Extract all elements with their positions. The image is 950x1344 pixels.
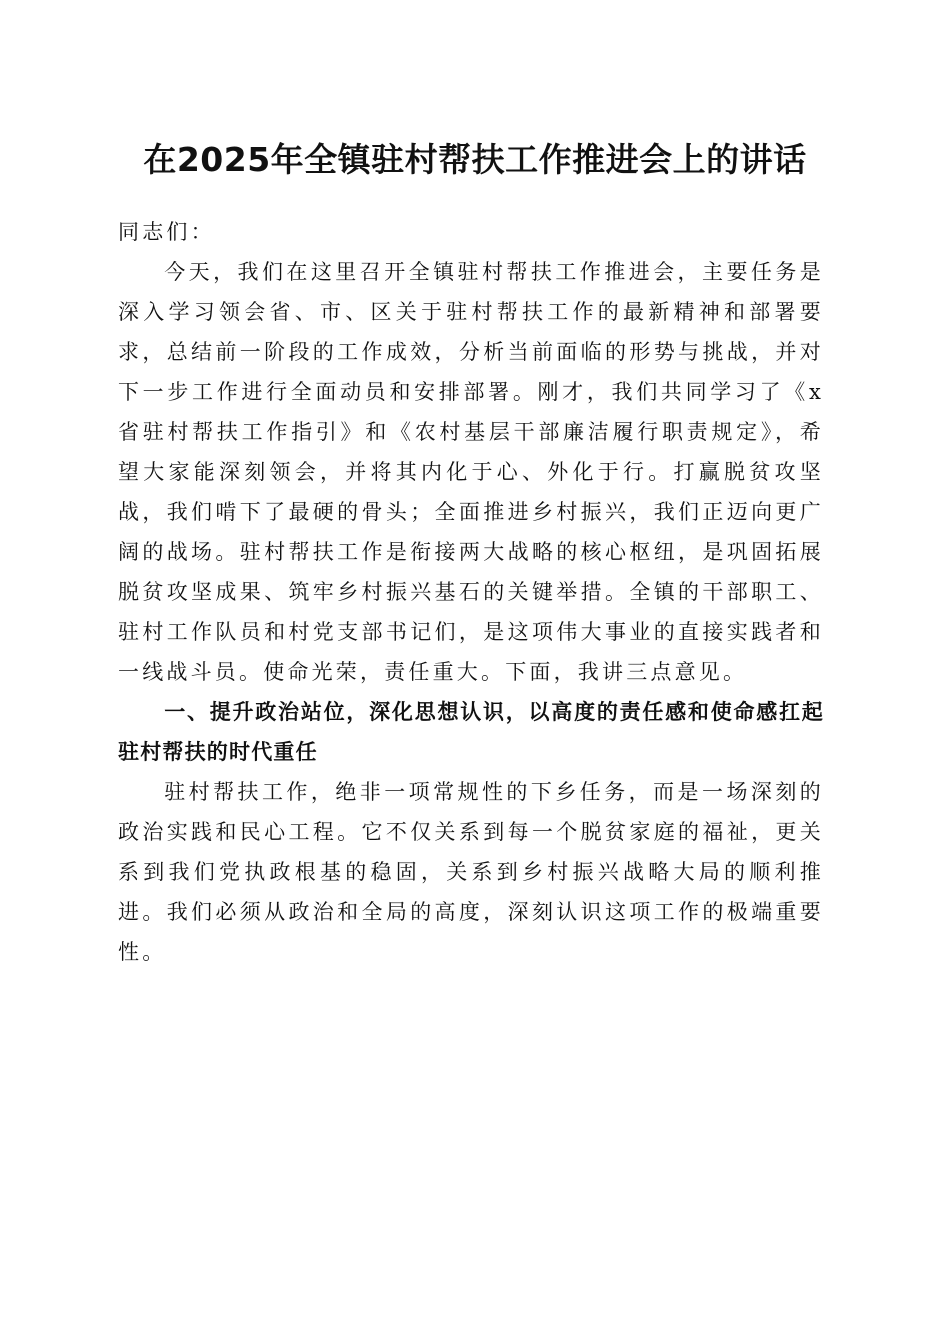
document-body: [118, 212, 824, 972]
intro-paragraph: 今天，我们在这里召开全镇驻村帮扶工作推进会，主要任务是深入学习领会省、市、区关于驻村帮扶工作的最新精神和部署要求，总结前一阶段的工作成效，分析当前面临的形势与挑战，并对下一步工作进行全面动员和安排部署。刚才，我们共同学习了《x省驻村帮扶工作指引》和《农村基层干部廉洁履行职责规定》，希望大家能深刻领会，并将其内化于心、外化于行。打赢脱贫攻坚战，我们啃下了最硬的骨头；全面推进乡村振兴，我们正迈向更广阔的战场。驻村帮扶工作是衔接两大战略的核心枢纽，是巩固拓展脱贫攻坚成果、筑牢乡村振兴基石的关键举措。全镇的干部职工、驻村工作队员和村党支部书记们，是这项伟大事业的直接实践者和一线战斗员。使命光荣，责任重大。下面，我讲三点意见。: [118, 260, 824, 684]
document-title: 在2025年全镇驻村帮扶工作推进会上的讲话: [143, 140, 807, 179]
salutation: 同志们：: [118, 220, 215, 244]
section-paragraph-1: 驻村帮扶工作，绝非一项常规性的下乡任务，而是一场深刻的政治实践和民心工程。它不仅关系到每一个脱贫家庭的福祉，更关系到我们党执政根基的稳固，关系到乡村振兴战略大局的顺利推进。我们必须从政治和全局的高度，深刻认识这项工作的极端重要性。: [118, 780, 824, 964]
section-heading-1: 一、提升政治站位，深化思想认识，以高度的责任感和使命感扛起驻村帮扶的时代重任: [118, 700, 824, 764]
